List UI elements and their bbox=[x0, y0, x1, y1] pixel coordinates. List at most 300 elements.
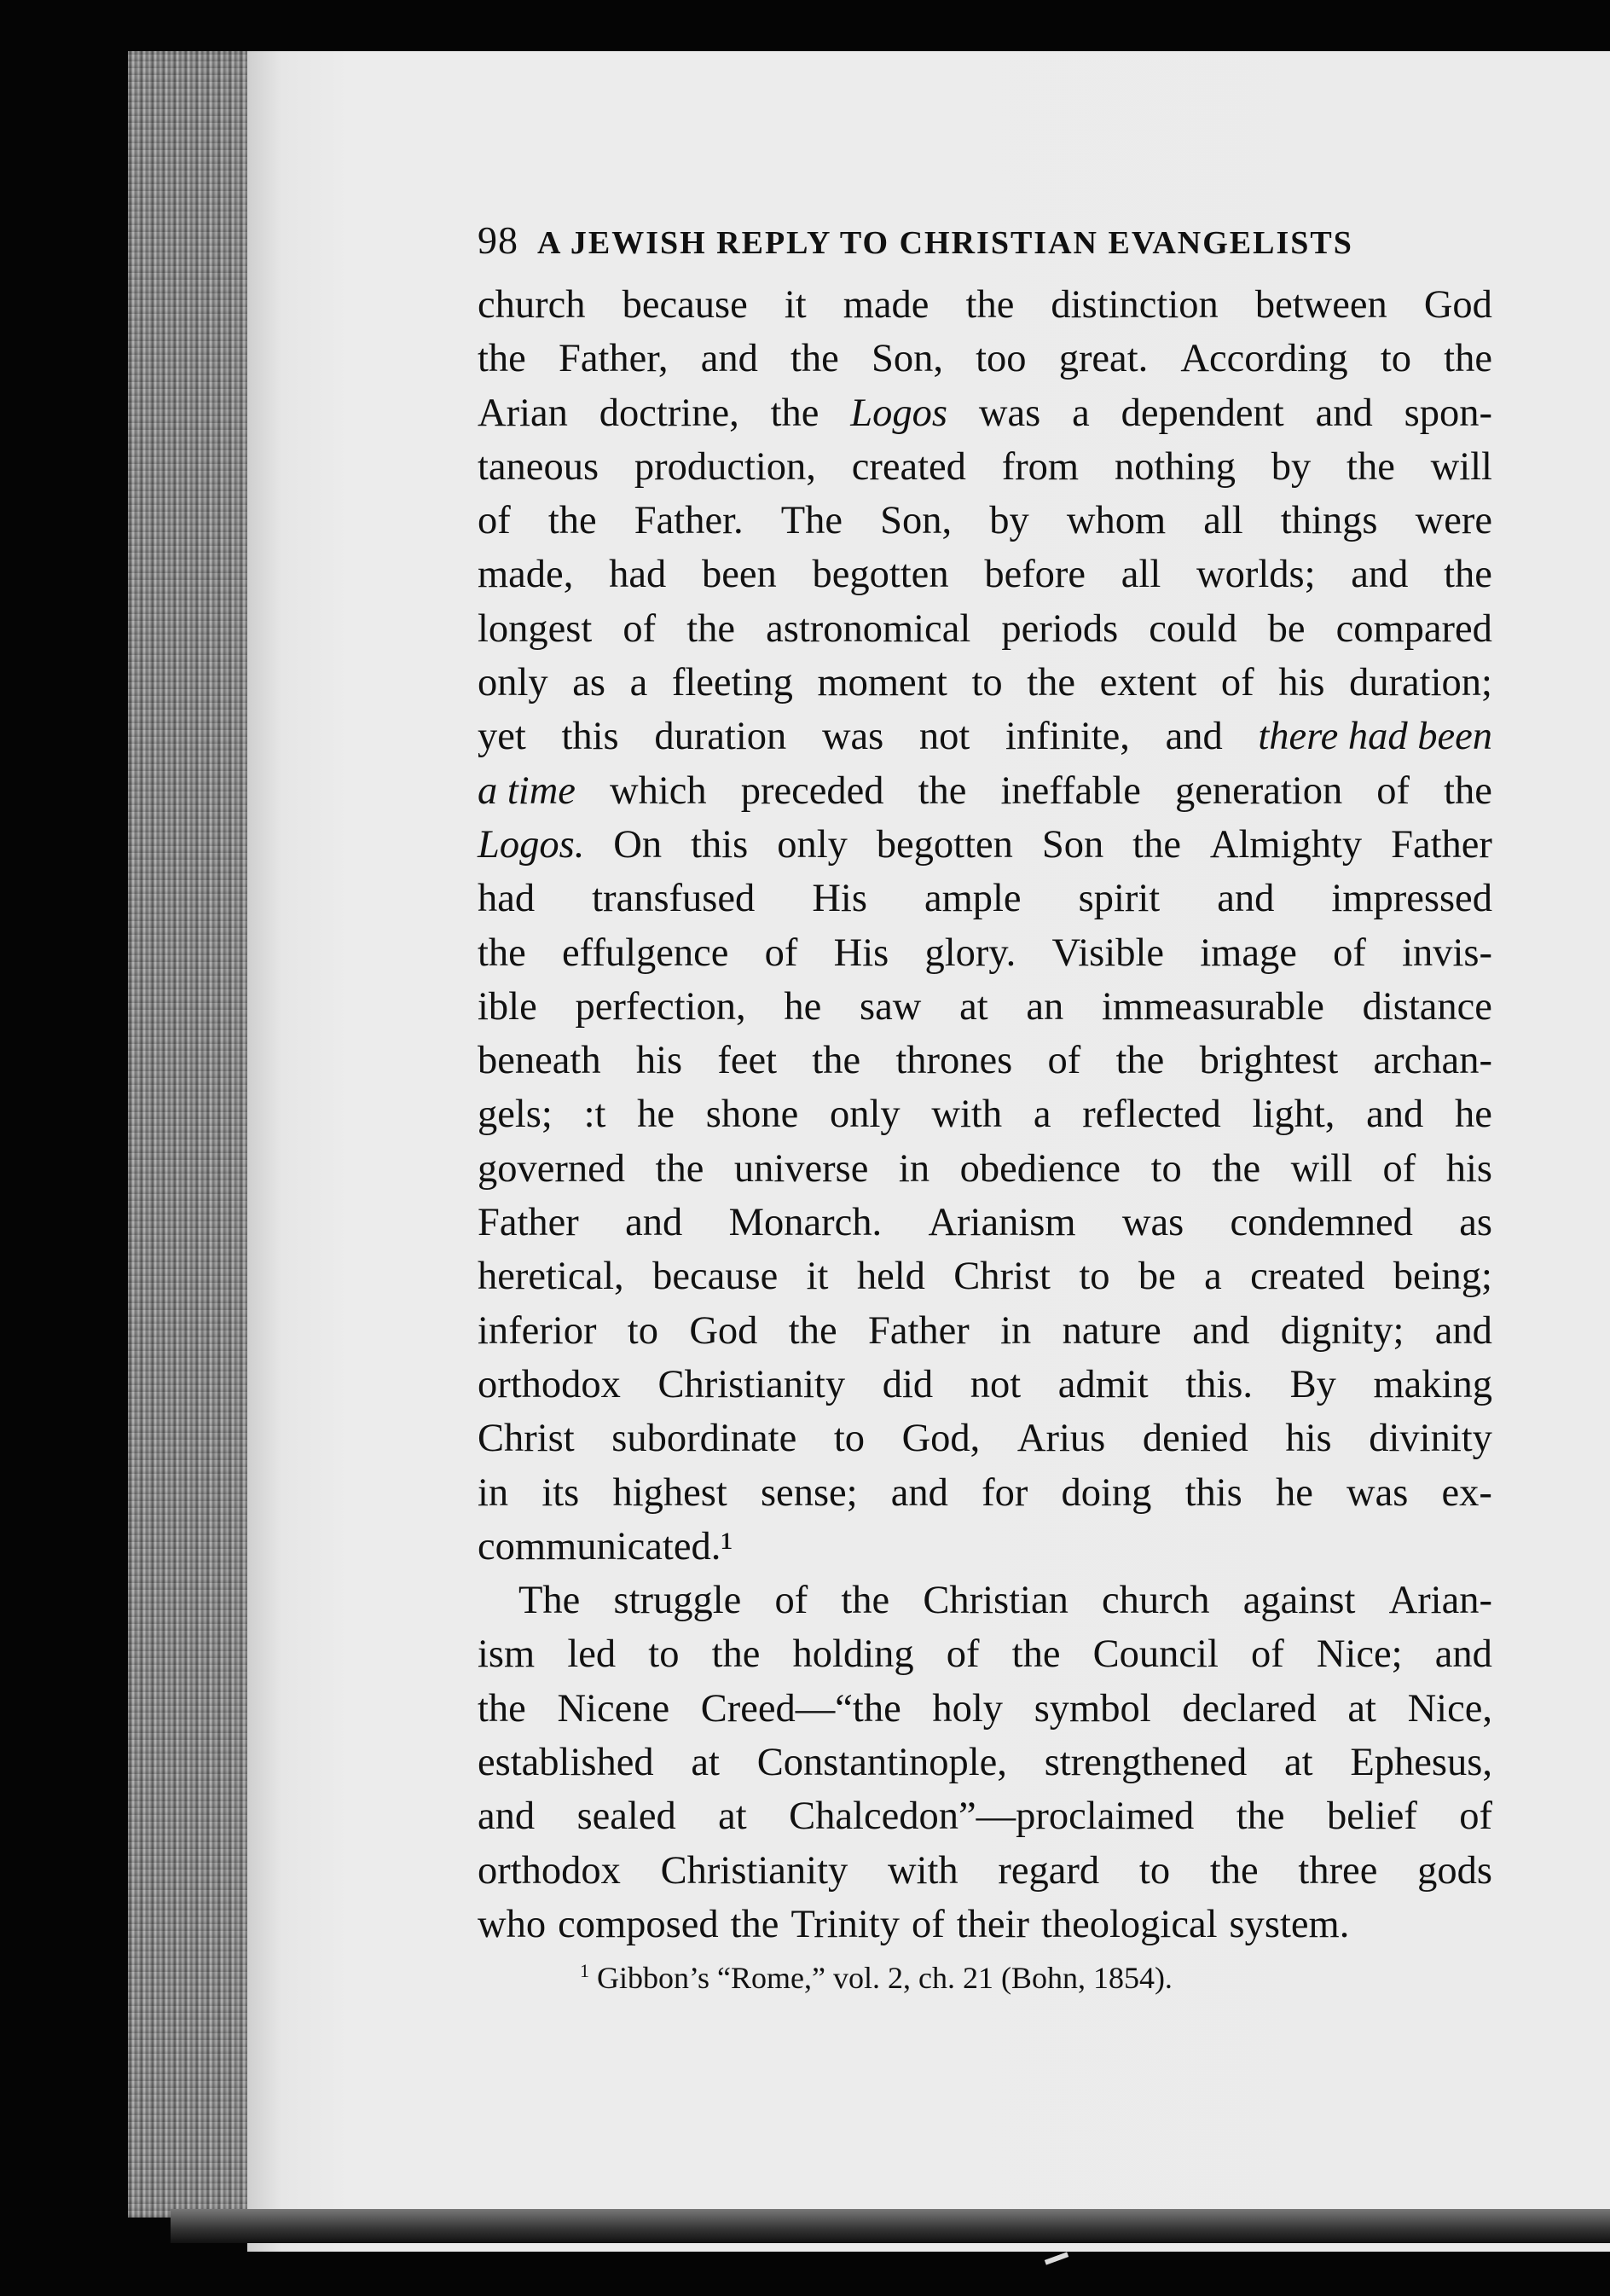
word: the bbox=[965, 283, 1015, 327]
word: immeasurable bbox=[1102, 984, 1324, 1029]
word: an bbox=[1026, 984, 1064, 1029]
word: will bbox=[1290, 1146, 1352, 1191]
word: this. bbox=[1185, 1362, 1254, 1406]
word: Constantinople, bbox=[756, 1741, 1007, 1785]
word: to bbox=[648, 1632, 680, 1677]
word: this bbox=[1184, 1470, 1242, 1515]
paragraph-1 bbox=[478, 278, 1492, 1574]
text-line bbox=[478, 1682, 1492, 1736]
word: all bbox=[1203, 499, 1243, 543]
word: only bbox=[777, 822, 848, 867]
word: heretical, bbox=[478, 1255, 624, 1299]
book-spine-shading bbox=[128, 51, 264, 2218]
word: and bbox=[1192, 1308, 1250, 1353]
word: By bbox=[1289, 1362, 1336, 1406]
word: the bbox=[478, 1686, 526, 1731]
word: the bbox=[655, 1146, 704, 1191]
word: the bbox=[788, 1308, 837, 1353]
word: ible bbox=[478, 984, 537, 1029]
word: His bbox=[812, 877, 867, 921]
word: periods bbox=[1001, 606, 1119, 651]
word: image bbox=[1200, 931, 1297, 975]
text-line bbox=[478, 926, 1492, 980]
word: his bbox=[635, 1039, 683, 1083]
word: from bbox=[1001, 444, 1080, 489]
word: of bbox=[764, 931, 798, 975]
word: making bbox=[1373, 1362, 1492, 1406]
word: not bbox=[918, 715, 970, 759]
word: only bbox=[478, 661, 548, 705]
word: glory. bbox=[924, 931, 1016, 975]
page-text-block bbox=[478, 217, 1492, 1996]
word: On bbox=[613, 822, 663, 867]
word: for bbox=[982, 1470, 1028, 1515]
word: holy bbox=[932, 1686, 1004, 1731]
text-line bbox=[478, 602, 1492, 656]
word: he bbox=[1455, 1093, 1492, 1137]
word: only bbox=[830, 1093, 901, 1137]
word: and bbox=[1165, 715, 1223, 759]
word: a bbox=[1033, 1093, 1051, 1137]
word: reflected bbox=[1082, 1093, 1221, 1137]
word: extent bbox=[1099, 661, 1197, 705]
word: begotten bbox=[812, 553, 949, 597]
word: in bbox=[478, 1470, 509, 1515]
word: production, bbox=[634, 444, 816, 489]
word: strengthened bbox=[1044, 1741, 1248, 1785]
word: because bbox=[622, 283, 748, 327]
word: ample bbox=[924, 877, 1022, 921]
word: and bbox=[1366, 1093, 1424, 1137]
text-line bbox=[478, 656, 1492, 710]
word: the bbox=[711, 1632, 761, 1677]
word: the bbox=[1444, 553, 1492, 597]
word: inferior bbox=[478, 1308, 597, 1353]
word: to bbox=[833, 1417, 865, 1461]
word: obedience bbox=[959, 1146, 1121, 1191]
word: things bbox=[1280, 499, 1378, 543]
word: dependent bbox=[1121, 391, 1284, 435]
word: compared bbox=[1335, 606, 1492, 651]
word: his bbox=[1278, 661, 1325, 705]
word: spon- bbox=[1404, 391, 1492, 435]
word: worlds; bbox=[1196, 553, 1316, 597]
word: doctrine, bbox=[599, 391, 739, 435]
footnote-text: Gibbon’s “Rome,” vol. 2, ch. 21 (Bohn, 1854). bbox=[597, 1961, 1173, 1996]
word: dignity; bbox=[1280, 1308, 1404, 1353]
word: composed bbox=[558, 1902, 719, 1946]
word: against bbox=[1242, 1579, 1356, 1623]
text-line bbox=[478, 1142, 1492, 1196]
word: God bbox=[689, 1308, 758, 1353]
word: effulgence bbox=[562, 931, 729, 975]
word: thrones bbox=[895, 1039, 1013, 1083]
word: gods bbox=[1417, 1848, 1492, 1893]
word: to bbox=[627, 1308, 658, 1353]
page-bottom-edge bbox=[171, 2209, 1610, 2243]
word: theological bbox=[1040, 1902, 1218, 1946]
word: to bbox=[1138, 1848, 1171, 1893]
word: created bbox=[851, 444, 966, 489]
word: Son, bbox=[880, 499, 953, 543]
word: Christianity bbox=[657, 1362, 846, 1406]
word: taneous bbox=[478, 444, 599, 489]
word: at bbox=[1284, 1741, 1313, 1785]
word: struggle bbox=[613, 1579, 742, 1623]
word: feet bbox=[717, 1039, 778, 1083]
word: orthodox bbox=[478, 1848, 621, 1893]
text-line bbox=[478, 1520, 1492, 1574]
word: the bbox=[1444, 337, 1492, 381]
word: admit bbox=[1057, 1362, 1149, 1406]
word: had bbox=[478, 877, 536, 921]
word: by bbox=[989, 499, 1029, 543]
word: declared bbox=[1182, 1686, 1317, 1731]
word: and bbox=[478, 1794, 536, 1839]
word: perfection, bbox=[575, 984, 746, 1029]
word: of bbox=[478, 499, 511, 543]
word: universe bbox=[733, 1146, 869, 1191]
running-head-title: A JEWISH REPLY TO CHRISTIAN EVANGELISTS bbox=[537, 225, 1353, 261]
word: he bbox=[1275, 1470, 1313, 1515]
word: it bbox=[784, 283, 807, 327]
word: to bbox=[1150, 1146, 1182, 1191]
word: will bbox=[1430, 444, 1492, 489]
word: symbol bbox=[1034, 1686, 1151, 1731]
word: communicated.¹ bbox=[478, 1524, 733, 1568]
text-line bbox=[478, 818, 1492, 872]
word: the bbox=[812, 1039, 861, 1083]
word: Arius bbox=[1016, 1417, 1106, 1461]
word: did bbox=[882, 1362, 934, 1406]
word: Logos bbox=[850, 391, 948, 435]
word: Almighty bbox=[1209, 822, 1363, 867]
word: yet bbox=[478, 715, 526, 759]
word: of bbox=[946, 1632, 980, 1677]
text-line bbox=[478, 980, 1492, 1034]
word: Trinity bbox=[791, 1902, 900, 1946]
text-line bbox=[478, 1898, 1492, 1951]
word: generation bbox=[1174, 768, 1343, 813]
text-line bbox=[478, 1736, 1492, 1789]
word: which bbox=[610, 768, 707, 813]
word: to bbox=[971, 661, 1003, 705]
word: a bbox=[629, 661, 648, 705]
word: a bbox=[1204, 1255, 1222, 1299]
word: Father. bbox=[634, 499, 744, 543]
word: whom bbox=[1066, 499, 1167, 543]
word: the bbox=[1346, 444, 1395, 489]
word: shone bbox=[705, 1093, 799, 1137]
text-line bbox=[478, 1249, 1492, 1303]
word: Nice; bbox=[1316, 1632, 1403, 1677]
word: the bbox=[841, 1579, 890, 1623]
word: nothing bbox=[1114, 444, 1236, 489]
word: spirit bbox=[1078, 877, 1161, 921]
word: ineffable bbox=[1000, 768, 1141, 813]
text-line bbox=[478, 332, 1492, 386]
text-line bbox=[478, 1196, 1492, 1249]
word: doing bbox=[1061, 1470, 1152, 1515]
word: the bbox=[547, 499, 597, 543]
word: led bbox=[567, 1632, 617, 1677]
word: at bbox=[959, 984, 988, 1029]
word: God bbox=[1423, 283, 1492, 327]
word: he bbox=[784, 984, 822, 1029]
word: moment bbox=[817, 661, 947, 705]
word: at bbox=[1347, 1686, 1376, 1731]
word: the bbox=[1209, 1848, 1259, 1893]
word: all bbox=[1121, 553, 1161, 597]
word: According bbox=[1180, 337, 1348, 381]
running-head bbox=[478, 217, 1492, 263]
word: distance bbox=[1362, 984, 1492, 1029]
text-line bbox=[478, 278, 1492, 332]
word: the bbox=[478, 931, 526, 975]
word: gels; bbox=[478, 1093, 553, 1137]
word: and bbox=[625, 1201, 683, 1245]
word: transfused bbox=[592, 877, 756, 921]
word: great. bbox=[1058, 337, 1149, 381]
word: his bbox=[1285, 1417, 1332, 1461]
word: and bbox=[700, 337, 758, 381]
word: before bbox=[984, 553, 1086, 597]
text-line bbox=[478, 1034, 1492, 1087]
word: and bbox=[1315, 391, 1373, 435]
word: was bbox=[978, 391, 1041, 435]
word: Visible bbox=[1051, 931, 1164, 975]
word: of bbox=[1382, 1146, 1416, 1191]
word: Arian bbox=[478, 391, 568, 435]
word: Christ bbox=[953, 1255, 1051, 1299]
word: God, bbox=[901, 1417, 981, 1461]
word: sense; bbox=[760, 1470, 858, 1515]
word: divinity bbox=[1369, 1417, 1492, 1461]
word: to bbox=[1380, 337, 1411, 381]
word: distinction bbox=[1051, 283, 1219, 327]
text-line bbox=[478, 1789, 1492, 1843]
word: duration bbox=[654, 715, 787, 759]
word: astronomical bbox=[766, 606, 971, 651]
word: condemned bbox=[1230, 1201, 1413, 1245]
word: invis- bbox=[1402, 931, 1492, 975]
word: belief bbox=[1326, 1794, 1417, 1839]
word: being; bbox=[1393, 1255, 1492, 1299]
word: fleeting bbox=[671, 661, 793, 705]
word: :t bbox=[583, 1093, 606, 1137]
word: His bbox=[833, 931, 889, 975]
word: longest bbox=[478, 606, 593, 651]
word: Creed—“the bbox=[700, 1686, 901, 1731]
word: be bbox=[1138, 1255, 1176, 1299]
word: by bbox=[1271, 444, 1312, 489]
text-line bbox=[478, 1574, 1492, 1627]
word: the bbox=[1444, 768, 1492, 813]
word: the bbox=[1115, 1039, 1165, 1083]
word: duration; bbox=[1349, 661, 1492, 705]
word: governed bbox=[478, 1146, 626, 1191]
word: in bbox=[898, 1146, 930, 1191]
word: Ephesus, bbox=[1350, 1741, 1492, 1785]
text-line bbox=[478, 440, 1492, 494]
word: Father bbox=[1391, 822, 1492, 867]
word: was bbox=[1346, 1470, 1409, 1515]
word: three bbox=[1298, 1848, 1378, 1893]
word: begotten bbox=[876, 822, 1013, 867]
word: Christian bbox=[923, 1579, 1069, 1623]
word: was bbox=[1121, 1201, 1184, 1245]
word: the bbox=[730, 1902, 779, 1946]
word: of bbox=[1376, 768, 1410, 813]
word: Father, bbox=[558, 337, 669, 381]
word: and bbox=[1434, 1308, 1492, 1353]
word: and bbox=[1434, 1632, 1492, 1677]
word: not bbox=[970, 1362, 1022, 1406]
text-line bbox=[478, 386, 1492, 440]
word: saw bbox=[859, 984, 922, 1029]
text-line bbox=[478, 548, 1492, 601]
word: Logos. bbox=[478, 822, 585, 867]
word: The bbox=[518, 1579, 581, 1623]
word: with bbox=[931, 1093, 1003, 1137]
word: of bbox=[774, 1579, 808, 1623]
word: Monarch. bbox=[728, 1201, 883, 1245]
word: church bbox=[478, 283, 586, 327]
word: system. bbox=[1229, 1902, 1350, 1946]
word: Arianism bbox=[928, 1201, 1076, 1245]
word: created bbox=[1250, 1255, 1365, 1299]
word: the bbox=[1132, 822, 1181, 867]
word: made, bbox=[478, 553, 574, 597]
word: Nice, bbox=[1407, 1686, 1492, 1731]
text-line bbox=[478, 1844, 1492, 1898]
word: The bbox=[780, 499, 843, 543]
word: preceded bbox=[740, 768, 884, 813]
word: of bbox=[1220, 661, 1254, 705]
word: orthodox bbox=[478, 1362, 621, 1406]
text-line bbox=[478, 1627, 1492, 1681]
word: their bbox=[956, 1902, 1029, 1946]
word: Father bbox=[867, 1308, 970, 1353]
word: and bbox=[890, 1470, 948, 1515]
word: the bbox=[1027, 661, 1076, 705]
word: archan- bbox=[1373, 1039, 1492, 1083]
text-line bbox=[478, 1087, 1492, 1141]
word: church bbox=[1102, 1579, 1210, 1623]
word: the bbox=[478, 337, 526, 381]
word: with bbox=[888, 1848, 958, 1893]
word: Chalcedon”—proclaimed bbox=[789, 1794, 1195, 1839]
footnote bbox=[478, 1960, 1492, 1996]
word: the bbox=[918, 768, 967, 813]
word: of bbox=[623, 606, 657, 651]
word: this bbox=[561, 715, 619, 759]
text-line bbox=[478, 1358, 1492, 1412]
word: as bbox=[1459, 1201, 1492, 1245]
word: Son, bbox=[871, 337, 943, 381]
word: he bbox=[637, 1093, 675, 1137]
word: nature bbox=[1062, 1308, 1161, 1353]
text-line bbox=[478, 872, 1492, 925]
word: the bbox=[770, 391, 819, 435]
text-line bbox=[478, 764, 1492, 818]
word: the bbox=[1011, 1632, 1061, 1677]
word: between bbox=[1254, 283, 1387, 327]
text-line bbox=[478, 710, 1492, 763]
word: ex- bbox=[1441, 1470, 1492, 1515]
word: denied bbox=[1142, 1417, 1248, 1461]
word: at bbox=[718, 1794, 747, 1839]
word: brightest bbox=[1199, 1039, 1339, 1083]
word: Council bbox=[1092, 1632, 1219, 1677]
word: impressed bbox=[1331, 877, 1492, 921]
word: could bbox=[1149, 606, 1237, 651]
word: as bbox=[572, 661, 606, 705]
word: infinite, bbox=[1005, 715, 1130, 759]
text-line bbox=[478, 1466, 1492, 1520]
word: its bbox=[541, 1470, 580, 1515]
page-number: 98 bbox=[478, 218, 518, 262]
word: Christ bbox=[478, 1417, 575, 1461]
word: of bbox=[1047, 1039, 1081, 1083]
word: Nicene bbox=[557, 1686, 670, 1731]
word: had bbox=[609, 553, 667, 597]
word: beneath bbox=[478, 1039, 601, 1083]
word: sealed bbox=[576, 1794, 676, 1839]
word: ism bbox=[478, 1632, 536, 1677]
word: there had been bbox=[1258, 715, 1492, 759]
word: too bbox=[976, 337, 1027, 381]
word: Son bbox=[1041, 822, 1104, 867]
word: holding bbox=[792, 1632, 914, 1677]
word: at bbox=[691, 1741, 720, 1785]
word: a bbox=[1072, 391, 1090, 435]
word: Christianity bbox=[660, 1848, 848, 1893]
scan-artifact-mark bbox=[1045, 2252, 1069, 2264]
word: established bbox=[478, 1741, 654, 1785]
word: in bbox=[1000, 1308, 1032, 1353]
word: his bbox=[1445, 1146, 1492, 1191]
word: it bbox=[806, 1255, 829, 1299]
word: the bbox=[686, 606, 736, 651]
word: be bbox=[1267, 606, 1306, 651]
word: subordinate bbox=[611, 1417, 797, 1461]
word: held bbox=[856, 1255, 925, 1299]
word: light, bbox=[1252, 1093, 1335, 1137]
word: were bbox=[1415, 499, 1492, 543]
word: highest bbox=[612, 1470, 727, 1515]
footnote-marker: 1 bbox=[580, 1960, 589, 1982]
word: a time bbox=[478, 768, 576, 813]
word: Arian- bbox=[1388, 1579, 1492, 1623]
word: the bbox=[790, 337, 839, 381]
word: the bbox=[1212, 1146, 1261, 1191]
word: regard bbox=[998, 1848, 1100, 1893]
word: of bbox=[911, 1902, 945, 1946]
word: this bbox=[691, 822, 749, 867]
word: the bbox=[1236, 1794, 1285, 1839]
text-line bbox=[478, 1412, 1492, 1465]
word: made bbox=[843, 283, 930, 327]
word: to bbox=[1079, 1255, 1110, 1299]
paragraph-2 bbox=[478, 1574, 1492, 1951]
word: and bbox=[1217, 877, 1275, 921]
word: of bbox=[1459, 1794, 1492, 1839]
text-line bbox=[478, 1304, 1492, 1358]
word: because bbox=[652, 1255, 779, 1299]
word: was bbox=[821, 715, 884, 759]
word: Father bbox=[478, 1201, 579, 1245]
